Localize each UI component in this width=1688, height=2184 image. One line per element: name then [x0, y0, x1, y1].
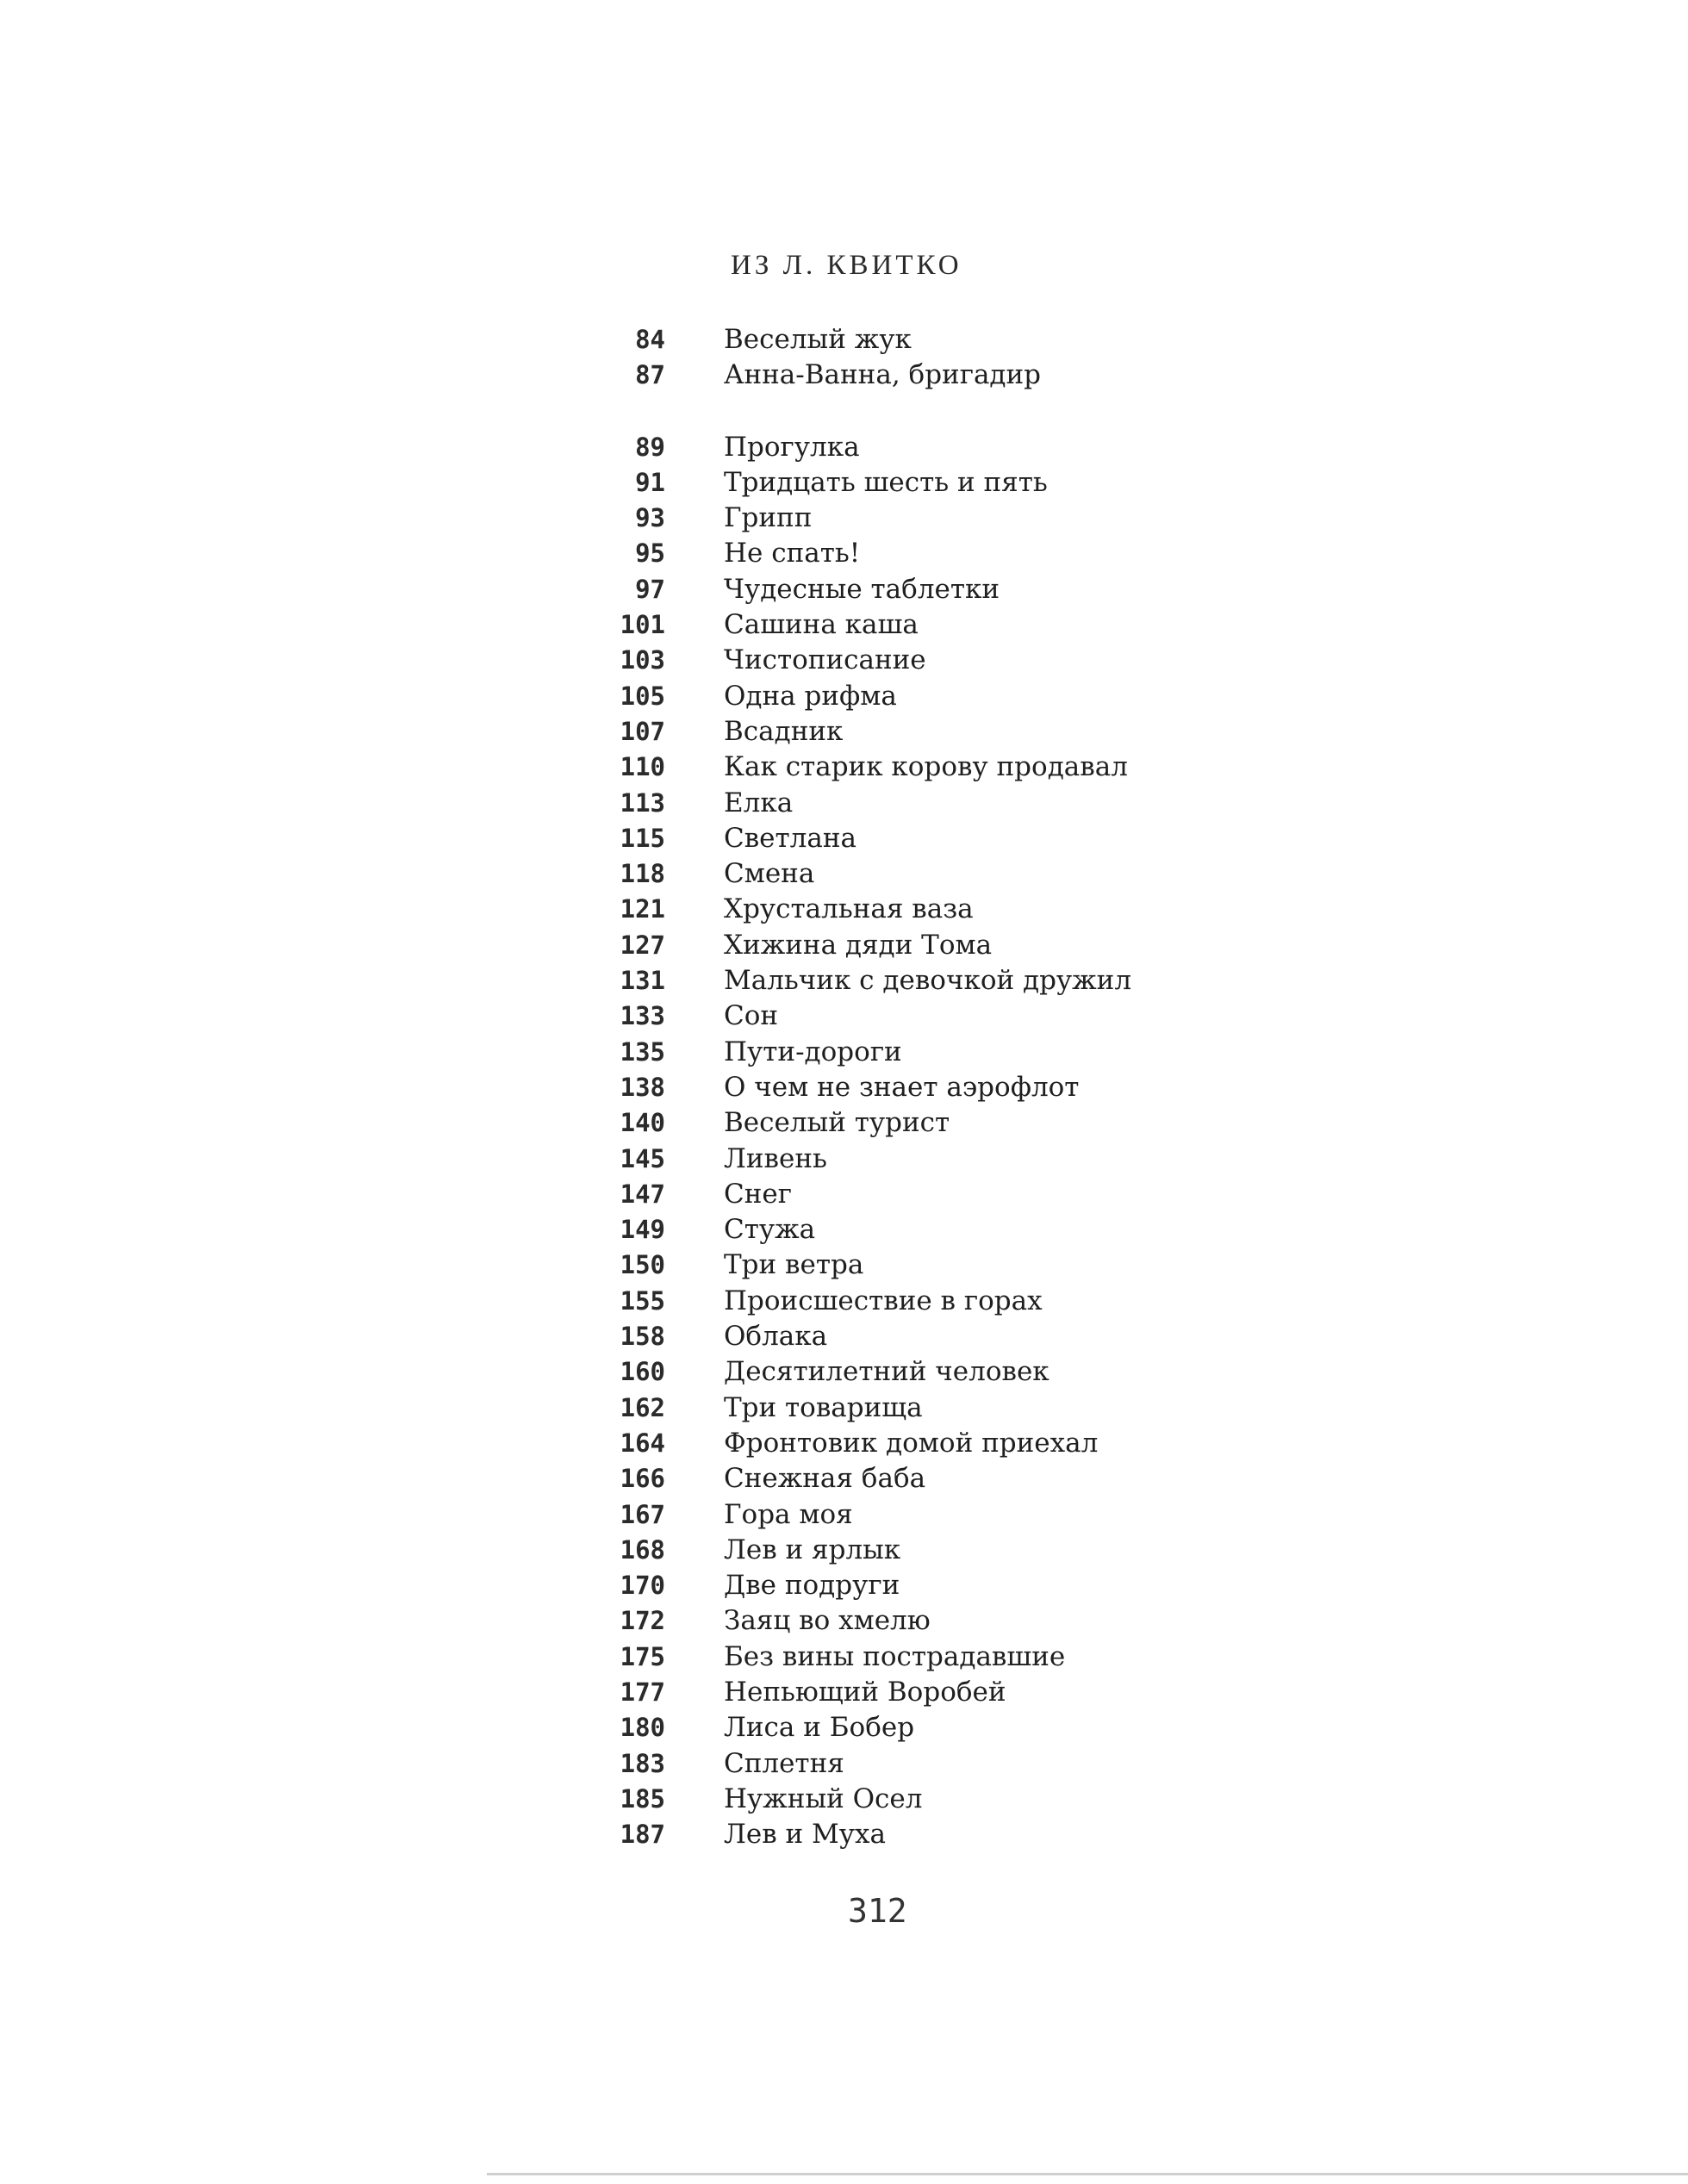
toc-entry: [595, 750, 1249, 785]
toc-entry: [595, 572, 1249, 607]
toc-entry-title: Смена: [724, 858, 815, 890]
toc-entry-page: 138: [620, 1072, 665, 1102]
toc-entry-title: Десятилетний человек: [724, 1356, 1050, 1388]
toc-entry-title: Ливень: [724, 1142, 827, 1174]
toc-entry-page: 113: [620, 787, 665, 818]
toc-entry-title: Пути-дороги: [724, 1036, 902, 1067]
toc-entry-page: 121: [620, 894, 665, 924]
toc-entry-title: Без вины пострадавшие: [724, 1640, 1066, 1672]
toc-entry-page: 89: [635, 432, 665, 462]
toc-entry: [595, 1354, 1249, 1390]
toc-entry: [595, 786, 1249, 821]
toc-entry-title: Сплетня: [724, 1747, 844, 1779]
toc-entry-page: 135: [620, 1036, 665, 1067]
toc-entry-title: Нужный Осел: [724, 1783, 923, 1814]
toc-entry-page: 177: [620, 1677, 665, 1707]
toc-entry-title: Веселый турист: [724, 1107, 950, 1139]
toc-entry-page: 97: [635, 574, 665, 604]
toc-entry-title: Непьющий Воробей: [724, 1676, 1006, 1708]
toc-entry: [595, 501, 1249, 536]
toc-entry-page: 101: [620, 610, 665, 640]
toc-entry-title: Грипп: [724, 502, 813, 534]
toc-entry-page: 180: [620, 1713, 665, 1743]
toc-entry-page: 164: [620, 1428, 665, 1458]
toc-entry-title: Светлана: [724, 822, 856, 854]
toc-entry-page: 91: [635, 467, 665, 497]
toc-entry: [595, 1603, 1249, 1639]
toc-entry-page: 131: [620, 966, 665, 996]
toc-entry: [595, 1568, 1249, 1603]
toc-entry-page: 95: [635, 538, 665, 569]
toc-entry-title: Лев и Муха: [724, 1819, 886, 1851]
toc-entry-page: 103: [620, 645, 665, 675]
toc-entry: [595, 643, 1249, 678]
toc-entry-page: 105: [620, 681, 665, 711]
toc-entry-page: 149: [620, 1215, 665, 1245]
toc-entry: [595, 1284, 1249, 1319]
toc-entry-page: 110: [620, 752, 665, 782]
toc-entry-title: Три ветра: [724, 1249, 864, 1281]
toc-entry: [595, 607, 1249, 643]
toc-entry-page: 150: [620, 1250, 665, 1280]
table-of-contents: [595, 322, 1249, 1852]
toc-entry-page: 158: [620, 1322, 665, 1352]
toc-entry: [595, 856, 1249, 892]
toc-entry: [595, 1142, 1249, 1177]
toc-entry: [595, 1461, 1249, 1496]
toc-entry-title: Снежная баба: [724, 1463, 926, 1495]
toc-entry-title: Веселый жук: [724, 324, 912, 355]
toc-entry-title: Как старик корову продавал: [724, 751, 1128, 783]
toc-entry: [595, 1782, 1249, 1817]
toc-entry-title: Облака: [724, 1321, 828, 1353]
toc-entry-title: Две подруги: [724, 1570, 900, 1602]
toc-entry-title: Анна-Ванна, бригадир: [724, 359, 1042, 391]
toc-entry-page: 183: [620, 1748, 665, 1778]
toc-entry-title: Елка: [724, 787, 794, 818]
toc-entry: [595, 1640, 1249, 1675]
toc-entry: [595, 1497, 1249, 1533]
toc-entry-page: 185: [620, 1783, 665, 1814]
toc-entry: [595, 892, 1249, 927]
toc-entry-title: Сон: [724, 1000, 779, 1032]
toc-entry-page: 168: [620, 1534, 665, 1565]
toc-entry-title: Фронтовик домой приехал: [724, 1427, 1099, 1459]
toc-entry-page: 140: [620, 1108, 665, 1138]
toc-entry: [595, 1817, 1249, 1852]
toc-entry: [595, 1212, 1249, 1248]
toc-entry-title: Лев и ярлык: [724, 1534, 901, 1565]
toc-entry-page: 93: [635, 503, 665, 533]
toc-entry-page: 145: [620, 1143, 665, 1173]
toc-entry-title: Заяц во хмелю: [724, 1605, 931, 1637]
toc-entry-page: 170: [620, 1571, 665, 1601]
toc-entry: [595, 322, 1249, 358]
toc-entry-page: 160: [620, 1357, 665, 1387]
toc-entry: [595, 1248, 1249, 1283]
toc-entry-page: 133: [620, 1001, 665, 1031]
toc-entry: [595, 1319, 1249, 1354]
toc-entry-title: Хрустальная ваза: [724, 893, 974, 925]
toc-entry: [595, 1391, 1249, 1426]
toc-entry-title: Три товарища: [724, 1391, 923, 1423]
toc-entry: [595, 679, 1249, 714]
toc-entry: [595, 430, 1249, 465]
toc-entry: [595, 821, 1249, 856]
toc-entry-title: Происшествие в горах: [724, 1285, 1043, 1316]
toc-entry-title: Мальчик с девочкой дружил: [724, 965, 1132, 997]
toc-entry-page: 187: [620, 1820, 665, 1850]
toc-entry-page: 166: [620, 1464, 665, 1494]
toc-entry: [595, 1710, 1249, 1745]
toc-entry: [595, 1035, 1249, 1070]
toc-entry: [595, 465, 1249, 501]
toc-entry: [595, 1533, 1249, 1568]
toc-entry: [595, 536, 1249, 571]
toc-entry-title: Тридцать шесть и пять: [724, 466, 1048, 498]
toc-entry-page: 167: [620, 1499, 665, 1529]
section-title: ИЗ Л. КВИТКО: [731, 250, 962, 281]
toc-entry-page: 115: [620, 823, 665, 853]
toc-entry-page: 147: [620, 1179, 665, 1209]
toc-entry-title: Прогулка: [724, 431, 860, 463]
toc-entry: [595, 963, 1249, 999]
toc-entry: [595, 1070, 1249, 1105]
toc-entry-page: 162: [620, 1392, 665, 1422]
toc-entry: [595, 928, 1249, 963]
toc-entry-title: Не спать!: [724, 538, 861, 569]
toc-entry: [595, 1105, 1249, 1141]
toc-entry-title: Лиса и Бобер: [724, 1712, 915, 1744]
toc-entry-page: 87: [635, 360, 665, 390]
toc-entry-title: О чем не знает аэрофлот: [724, 1071, 1080, 1103]
toc-entry: [595, 714, 1249, 750]
toc-entry-page: 118: [620, 859, 665, 889]
toc-entry: [595, 1177, 1249, 1212]
toc-entry-title: Чистописание: [724, 644, 926, 676]
toc-entry-title: Сашина каша: [724, 609, 919, 641]
toc-entry: [595, 999, 1249, 1034]
toc-entry-title: Хижина дяди Тома: [724, 929, 993, 961]
toc-entry-title: Гора моя: [724, 1498, 853, 1530]
toc-entry: [595, 358, 1249, 393]
toc-entry-page: 107: [620, 716, 665, 746]
toc-entry-page: 155: [620, 1285, 665, 1316]
toc-entry-page: 172: [620, 1606, 665, 1636]
toc-entry-page: 127: [620, 930, 665, 960]
toc-entry-title: Чудесные таблетки: [724, 573, 1000, 605]
toc-entry-title: Стужа: [724, 1214, 816, 1246]
toc-entry: [595, 1426, 1249, 1461]
toc-entry-page: 84: [635, 325, 665, 354]
toc-entry: [595, 1675, 1249, 1710]
toc-entry: [595, 1746, 1249, 1782]
toc-entry-title: Снег: [724, 1178, 792, 1210]
toc-entry-title: Одна рифма: [724, 680, 897, 712]
toc-entry-page: 175: [620, 1641, 665, 1671]
page-number: 312: [848, 1892, 907, 1930]
scan-edge-line: [487, 2173, 1688, 2175]
toc-entry-title: Всадник: [724, 715, 844, 747]
